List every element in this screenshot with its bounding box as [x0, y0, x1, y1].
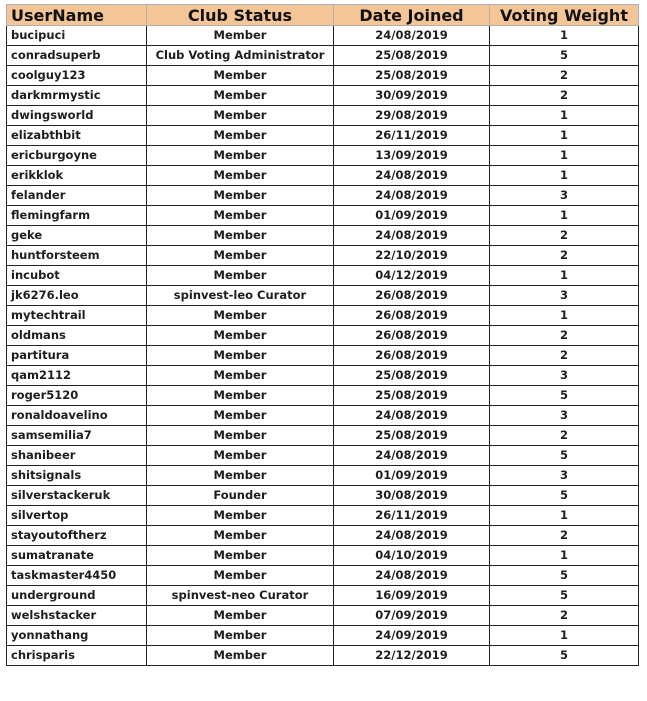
cell-club-status[interactable]: Member [147, 186, 334, 206]
header-club-status[interactable]: Club Status [147, 5, 334, 26]
table-row [7, 526, 639, 546]
cell-username[interactable]: bucipuci [7, 26, 147, 46]
cell-voting-weight[interactable]: 1 [490, 626, 639, 646]
cell-username[interactable]: darkmrmystic [7, 86, 147, 106]
cell-date-joined[interactable]: 01/09/2019 [334, 206, 490, 226]
header-voting-weight[interactable]: Voting Weight [490, 5, 639, 26]
cell-username[interactable]: roger5120 [7, 386, 147, 406]
table-row [7, 286, 639, 306]
cell-username[interactable]: erikklok [7, 166, 147, 186]
cell-date-joined[interactable]: 30/08/2019 [334, 486, 490, 506]
cell-username[interactable]: conradsuperb [7, 46, 147, 66]
cell-club-status[interactable]: Member [147, 326, 334, 346]
cell-voting-weight[interactable]: 5 [490, 646, 639, 666]
cell-voting-weight[interactable]: 2 [490, 86, 639, 106]
cell-club-status[interactable]: Member [147, 26, 334, 46]
cell-date-joined[interactable]: 13/09/2019 [334, 146, 490, 166]
cell-username[interactable]: silvertop [7, 506, 147, 526]
table-row [7, 246, 639, 266]
table-row [7, 266, 639, 286]
table-row [7, 206, 639, 226]
cell-voting-weight[interactable]: 1 [490, 106, 639, 126]
cell-username[interactable]: samsemilia7 [7, 426, 147, 446]
table-row [7, 486, 639, 506]
cell-voting-weight[interactable]: 1 [490, 126, 639, 146]
table-row [7, 226, 639, 246]
cell-voting-weight[interactable]: 1 [490, 266, 639, 286]
table-row [7, 86, 639, 106]
header-username[interactable]: UserName [7, 5, 147, 26]
table-row [7, 406, 639, 426]
cell-username[interactable]: chrisparis [7, 646, 147, 666]
cell-club-status[interactable]: Member [147, 66, 334, 86]
cell-date-joined[interactable]: 25/08/2019 [334, 46, 490, 66]
cell-date-joined[interactable]: 25/08/2019 [334, 66, 490, 86]
cell-username[interactable]: underground [7, 586, 147, 606]
table-row [7, 446, 639, 466]
table-row [7, 306, 639, 326]
table-row [7, 166, 639, 186]
cell-username[interactable]: partitura [7, 346, 147, 366]
cell-voting-weight[interactable]: 1 [490, 546, 639, 566]
cell-date-joined[interactable]: 25/08/2019 [334, 366, 490, 386]
cell-username[interactable]: coolguy123 [7, 66, 147, 86]
cell-club-status[interactable]: spinvest-leo Curator [147, 286, 334, 306]
cell-username[interactable]: geke [7, 226, 147, 246]
cell-username[interactable]: flemingfarm [7, 206, 147, 226]
cell-date-joined[interactable]: 26/11/2019 [334, 506, 490, 526]
cell-date-joined[interactable]: 22/12/2019 [334, 646, 490, 666]
cell-date-joined[interactable]: 25/08/2019 [334, 386, 490, 406]
cell-club-status[interactable]: Member [147, 366, 334, 386]
table-row [7, 126, 639, 146]
table-row [7, 626, 639, 646]
cell-username[interactable]: oldmans [7, 326, 147, 346]
cell-voting-weight[interactable]: 3 [490, 366, 639, 386]
cell-club-status[interactable]: Member [147, 86, 334, 106]
cell-username[interactable]: dwingsworld [7, 106, 147, 126]
cell-username[interactable]: taskmaster4450 [7, 566, 147, 586]
cell-club-status[interactable]: Member [147, 166, 334, 186]
cell-date-joined[interactable]: 24/08/2019 [334, 526, 490, 546]
cell-date-joined[interactable]: 24/08/2019 [334, 226, 490, 246]
cell-date-joined[interactable]: 26/08/2019 [334, 346, 490, 366]
cell-voting-weight[interactable]: 3 [490, 466, 639, 486]
cell-club-status[interactable]: Member [147, 506, 334, 526]
cell-voting-weight[interactable]: 1 [490, 146, 639, 166]
cell-club-status[interactable]: Member [147, 306, 334, 326]
cell-username[interactable]: incubot [7, 266, 147, 286]
cell-voting-weight[interactable]: 5 [490, 46, 639, 66]
cell-date-joined[interactable]: 24/08/2019 [334, 406, 490, 426]
cell-username[interactable]: qam2112 [7, 366, 147, 386]
table-row [7, 386, 639, 406]
table-row [7, 546, 639, 566]
table-header [7, 5, 639, 26]
table-row [7, 326, 639, 346]
cell-date-joined[interactable]: 25/08/2019 [334, 426, 490, 446]
table-row [7, 146, 639, 166]
cell-voting-weight[interactable]: 2 [490, 66, 639, 86]
cell-club-status[interactable]: Member [147, 406, 334, 426]
table-body [7, 26, 639, 666]
cell-username[interactable]: welshstacker [7, 606, 147, 626]
cell-date-joined[interactable]: 01/09/2019 [334, 466, 490, 486]
cell-username[interactable]: huntforsteem [7, 246, 147, 266]
cell-club-status[interactable]: Member [147, 386, 334, 406]
cell-username[interactable]: stayoutoftherz [7, 526, 147, 546]
header-row [7, 5, 639, 26]
cell-date-joined[interactable]: 24/08/2019 [334, 446, 490, 466]
cell-voting-weight[interactable]: 5 [490, 446, 639, 466]
table-row [7, 586, 639, 606]
cell-voting-weight[interactable]: 5 [490, 586, 639, 606]
cell-username[interactable]: shanibeer [7, 446, 147, 466]
cell-username[interactable]: sumatranate [7, 546, 147, 566]
cell-username[interactable]: elizabthbit [7, 126, 147, 146]
table-row [7, 646, 639, 666]
cell-club-status[interactable]: Member [147, 426, 334, 446]
cell-date-joined[interactable]: 04/12/2019 [334, 266, 490, 286]
cell-voting-weight[interactable]: 2 [490, 226, 639, 246]
cell-voting-weight[interactable]: 2 [490, 526, 639, 546]
cell-voting-weight[interactable]: 3 [490, 186, 639, 206]
table-row [7, 186, 639, 206]
cell-club-status[interactable]: Member [147, 146, 334, 166]
cell-username[interactable]: yonnathang [7, 626, 147, 646]
cell-voting-weight[interactable]: 3 [490, 286, 639, 306]
cell-voting-weight[interactable]: 1 [490, 506, 639, 526]
cell-username[interactable]: silverstackeruk [7, 486, 147, 506]
cell-date-joined[interactable]: 24/08/2019 [334, 166, 490, 186]
table-row [7, 366, 639, 386]
cell-date-joined[interactable]: 24/08/2019 [334, 186, 490, 206]
cell-username[interactable]: mytechtrail [7, 306, 147, 326]
cell-club-status[interactable]: Member [147, 226, 334, 246]
cell-date-joined[interactable]: 24/09/2019 [334, 626, 490, 646]
cell-club-status[interactable]: Member [147, 566, 334, 586]
cell-club-status[interactable]: spinvest-neo Curator [147, 586, 334, 606]
table-row [7, 66, 639, 86]
cell-club-status[interactable]: Member [147, 206, 334, 226]
cell-voting-weight[interactable]: 5 [490, 486, 639, 506]
cell-voting-weight[interactable]: 2 [490, 346, 639, 366]
cell-date-joined[interactable]: 26/08/2019 [334, 326, 490, 346]
cell-club-status[interactable]: Member [147, 526, 334, 546]
table-row [7, 46, 639, 66]
cell-date-joined[interactable]: 30/09/2019 [334, 86, 490, 106]
cell-voting-weight[interactable]: 2 [490, 326, 639, 346]
cell-voting-weight[interactable]: 2 [490, 426, 639, 446]
cell-date-joined[interactable]: 07/09/2019 [334, 606, 490, 626]
table-row [7, 466, 639, 486]
cell-club-status[interactable]: Member [147, 546, 334, 566]
cell-voting-weight[interactable]: 2 [490, 246, 639, 266]
cell-voting-weight[interactable]: 2 [490, 606, 639, 626]
cell-voting-weight[interactable]: 1 [490, 206, 639, 226]
table-row [7, 566, 639, 586]
table-row [7, 106, 639, 126]
cell-date-joined[interactable]: 29/08/2019 [334, 106, 490, 126]
table-row [7, 26, 639, 46]
cell-voting-weight[interactable]: 1 [490, 166, 639, 186]
cell-club-status[interactable]: Club Voting Administrator [147, 46, 334, 66]
cell-club-status[interactable]: Member [147, 606, 334, 626]
cell-username[interactable]: felander [7, 186, 147, 206]
cell-club-status[interactable]: Member [147, 446, 334, 466]
cell-club-status[interactable]: Member [147, 246, 334, 266]
table-row [7, 426, 639, 446]
cell-date-joined[interactable]: 24/08/2019 [334, 26, 490, 46]
cell-username[interactable]: jk6276.leo [7, 286, 147, 306]
table-row [7, 506, 639, 526]
cell-voting-weight[interactable]: 1 [490, 306, 639, 326]
cell-club-status[interactable]: Founder [147, 486, 334, 506]
cell-club-status[interactable]: Member [147, 266, 334, 286]
table-row [7, 606, 639, 626]
cell-club-status[interactable]: Member [147, 126, 334, 146]
table-row [7, 346, 639, 366]
header-date-joined[interactable]: Date Joined [334, 5, 490, 26]
cell-club-status[interactable]: Member [147, 466, 334, 486]
club-members-table [6, 4, 639, 666]
cell-date-joined[interactable]: 16/09/2019 [334, 586, 490, 606]
cell-voting-weight[interactable]: 3 [490, 406, 639, 426]
cell-voting-weight[interactable]: 1 [490, 26, 639, 46]
cell-club-status[interactable]: Member [147, 106, 334, 126]
cell-voting-weight[interactable]: 5 [490, 386, 639, 406]
cell-club-status[interactable]: Member [147, 646, 334, 666]
cell-username[interactable]: ericburgoyne [7, 146, 147, 166]
cell-voting-weight[interactable]: 5 [490, 566, 639, 586]
cell-club-status[interactable]: Member [147, 346, 334, 366]
cell-date-joined[interactable]: 04/10/2019 [334, 546, 490, 566]
cell-club-status[interactable]: Member [147, 626, 334, 646]
cell-username[interactable]: shitsignals [7, 466, 147, 486]
cell-username[interactable]: ronaldoavelino [7, 406, 147, 426]
cell-date-joined[interactable]: 26/08/2019 [334, 306, 490, 326]
cell-date-joined[interactable]: 22/10/2019 [334, 246, 490, 266]
cell-date-joined[interactable]: 26/11/2019 [334, 126, 490, 146]
cell-date-joined[interactable]: 26/08/2019 [334, 286, 490, 306]
cell-date-joined[interactable]: 24/08/2019 [334, 566, 490, 586]
